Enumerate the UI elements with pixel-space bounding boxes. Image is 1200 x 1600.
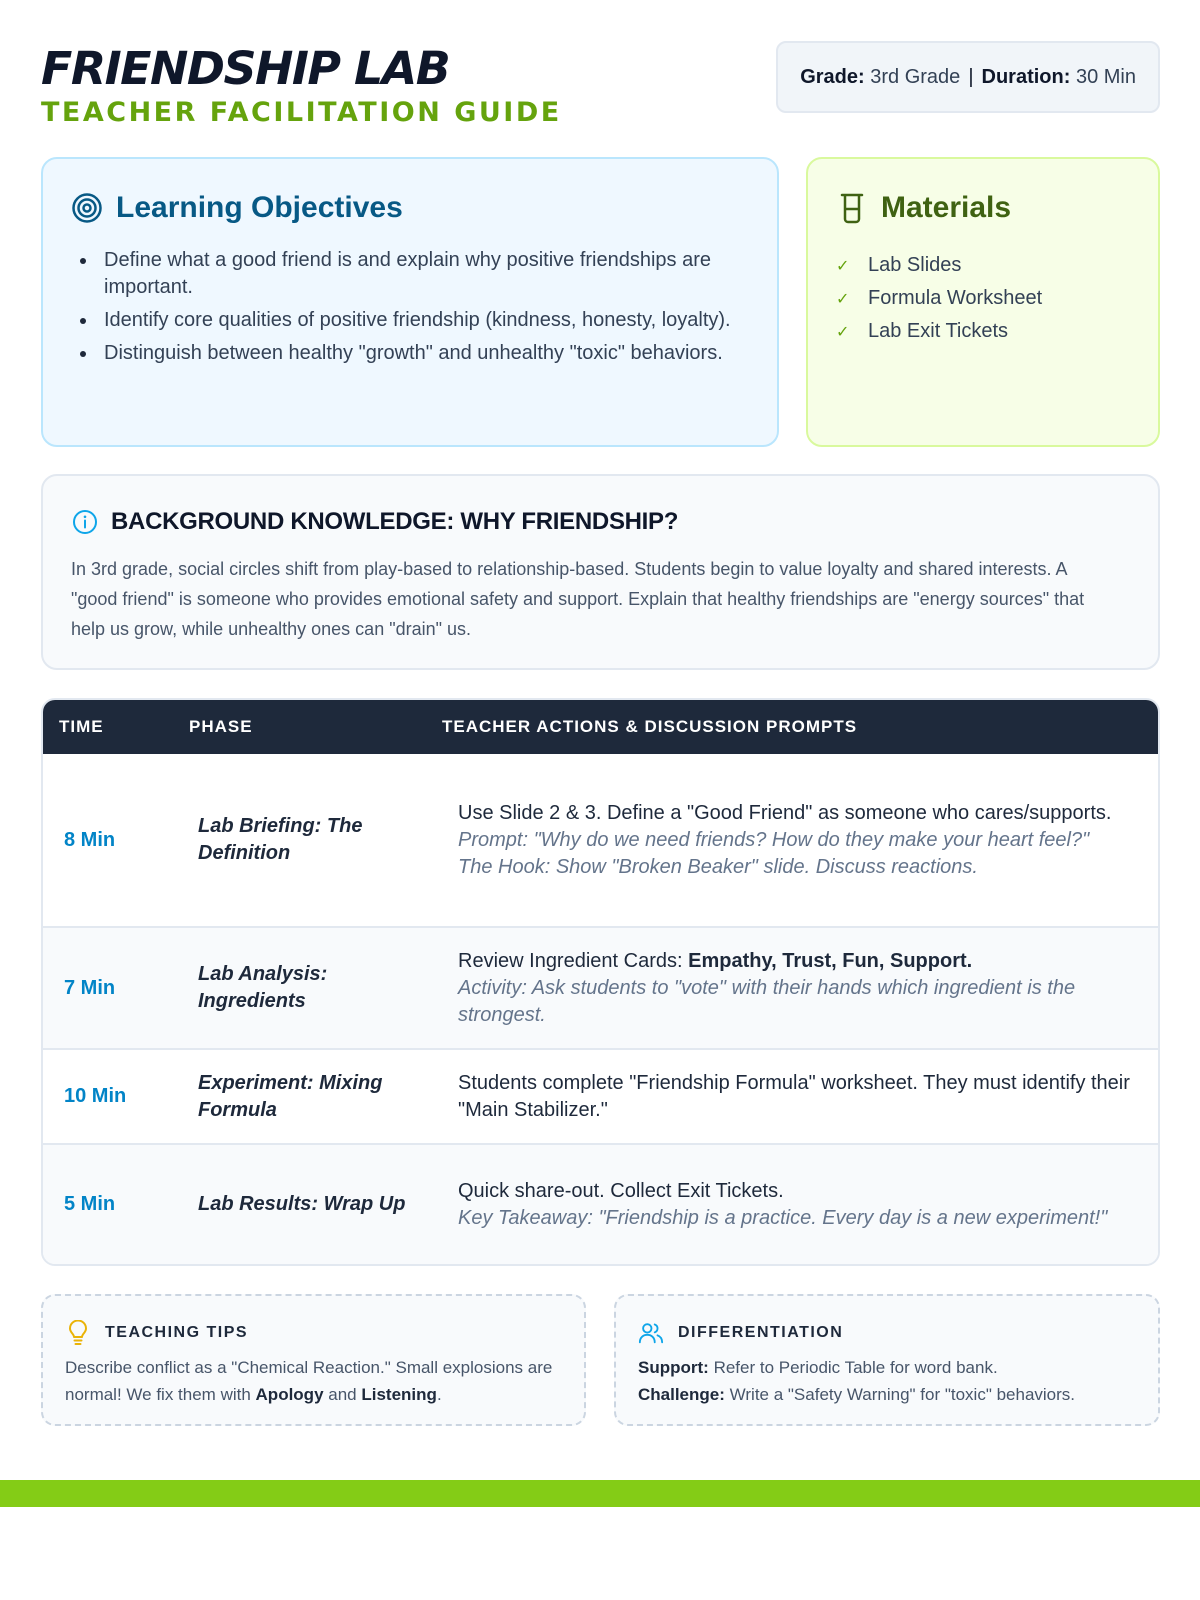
target-icon xyxy=(70,191,104,225)
differentiation-header xyxy=(638,1320,843,1346)
support-label: Support: xyxy=(638,1358,709,1377)
objective-item: Distinguish between healthy "growth" and unhealthy "toxic" behaviors. xyxy=(76,340,736,367)
row-phase: Experiment: Mixing Formula xyxy=(198,1071,383,1121)
row-time: 8 Min xyxy=(64,828,116,851)
table-row xyxy=(43,1145,1158,1264)
row-time: 7 Min xyxy=(64,976,116,999)
lesson-schedule-table xyxy=(41,698,1160,1266)
differentiation-box xyxy=(614,1294,1160,1426)
beaker-icon xyxy=(835,191,869,225)
table-row xyxy=(43,928,1158,1050)
material-item xyxy=(836,249,1042,282)
background-title: BACKGROUND KNOWLEDGE: WHY FRIENDSHIP? xyxy=(111,508,679,535)
tips-and: and xyxy=(328,1385,357,1404)
materials-list xyxy=(836,249,1042,348)
row-time: 10 Min xyxy=(64,1085,127,1107)
material-item xyxy=(836,315,1042,348)
objective-item: Identify core qualities of positive friendship (kindness, honesty, loyalty). xyxy=(76,307,736,334)
column-header-time: TIME xyxy=(59,717,104,736)
teaching-tips-text xyxy=(65,1354,565,1408)
materials-title: Materials xyxy=(881,191,1012,224)
objective-item: Define what a good friend is and explain why positive friendships are important. xyxy=(76,247,736,301)
grade-label: Grade: xyxy=(800,65,865,88)
teaching-tips-title: TEACHING TIPS xyxy=(105,1324,249,1341)
grade-duration-badge xyxy=(776,41,1160,113)
row-actions xyxy=(458,800,1158,881)
objectives-list xyxy=(76,247,736,373)
footer-accent-bar xyxy=(0,1480,1200,1507)
tips-end: . xyxy=(436,1385,442,1404)
tips-text-start: Describe conflict as a "Chemical Reaction." Small explosions are normal! We fix them with xyxy=(65,1358,553,1404)
grade-value: 3rd Grade xyxy=(870,65,961,88)
tips-bold-listening: Listening xyxy=(361,1385,437,1404)
duration-label: Duration: xyxy=(981,65,1071,88)
row-phase: Lab Briefing: The Definition xyxy=(198,815,363,864)
objectives-header xyxy=(70,191,403,225)
row-actions xyxy=(458,948,1158,1029)
row-phase: Lab Results: Wrap Up xyxy=(198,1193,406,1215)
support-text: Refer to Periodic Table for word bank. xyxy=(713,1358,998,1377)
column-header-actions: TEACHER ACTIONS & DISCUSSION PROMPTS xyxy=(442,717,858,736)
challenge-label: Challenge: xyxy=(638,1385,725,1404)
row-action-bold: Empathy, Trust, Fun, Support. xyxy=(688,949,973,972)
row-actions xyxy=(458,1070,1158,1124)
differentiation-text xyxy=(638,1354,1138,1408)
material-label: Lab Slides xyxy=(868,254,962,276)
objectives-title: Learning Objectives xyxy=(116,191,403,224)
row-actions xyxy=(458,1178,1158,1232)
row-action-text: Review Ingredient Cards: xyxy=(458,949,683,972)
check-icon: ✓ xyxy=(836,257,850,275)
page-title: FRIENDSHIP LAB xyxy=(41,42,450,95)
users-icon xyxy=(638,1320,664,1346)
row-prompt-text: Prompt: "Why do we need friends? How do they make your heart feel?" xyxy=(458,828,1090,851)
row-prompt-text: Key Takeaway: "Friendship is a practice. Every day is a new experiment!" xyxy=(458,1206,1108,1229)
row-hook-text: The Hook: Show "Broken Beaker" slide. Discuss reactions. xyxy=(458,855,978,878)
table-row xyxy=(43,754,1158,928)
column-header-phase: PHASE xyxy=(189,717,253,736)
background-header xyxy=(71,508,678,536)
materials-card xyxy=(806,157,1160,447)
row-action-text: Students complete "Friendship Formula" worksheet. They must identify their "Main Stabilizer." xyxy=(458,1071,1130,1121)
duration-value: 30 Min xyxy=(1075,65,1136,88)
table-header xyxy=(43,700,1158,754)
row-action-text: Quick share-out. Collect Exit Tickets. xyxy=(458,1179,784,1202)
background-knowledge-card xyxy=(41,474,1160,670)
background-text: In 3rd grade, social circles shift from play-based to relationship-based. Students begin to value loyalty and shared interests. A "good friend" is someone who provides emotional safety and support. Explain that healthy friendships are "energy sources" that help us grow, while unhealthy ones can "drain" us. xyxy=(71,559,1085,639)
materials-header xyxy=(835,191,1011,225)
table-row xyxy=(43,1050,1158,1145)
row-action-text: Use Slide 2 & 3. Define a "Good Friend" as someone who cares/supports. xyxy=(458,801,1112,824)
meta-separator: | xyxy=(968,65,974,88)
page-subtitle: TEACHER FACILITATION GUIDE xyxy=(41,97,562,128)
differentiation-title: DIFFERENTIATION xyxy=(678,1324,844,1341)
lightbulb-icon xyxy=(65,1320,91,1346)
teaching-tips-box xyxy=(41,1294,586,1426)
page-header xyxy=(41,40,1160,140)
tips-bold-apology: Apology xyxy=(255,1385,324,1404)
material-item xyxy=(836,282,1042,315)
material-label: Formula Worksheet xyxy=(868,287,1043,309)
material-label: Lab Exit Tickets xyxy=(868,320,1009,342)
challenge-text: Write a "Safety Warning" for "toxic" behaviors. xyxy=(729,1385,1076,1404)
check-icon: ✓ xyxy=(836,290,850,308)
learning-objectives-card xyxy=(41,157,779,447)
info-icon xyxy=(71,508,99,536)
check-icon: ✓ xyxy=(836,323,850,341)
teaching-tips-header xyxy=(65,1320,248,1346)
row-phase: Lab Analysis: Ingredients xyxy=(198,963,328,1012)
row-prompt-text: Activity: Ask students to "vote" with their hands which ingredient is the strongest. xyxy=(458,976,1076,1026)
row-time: 5 Min xyxy=(64,1193,116,1215)
